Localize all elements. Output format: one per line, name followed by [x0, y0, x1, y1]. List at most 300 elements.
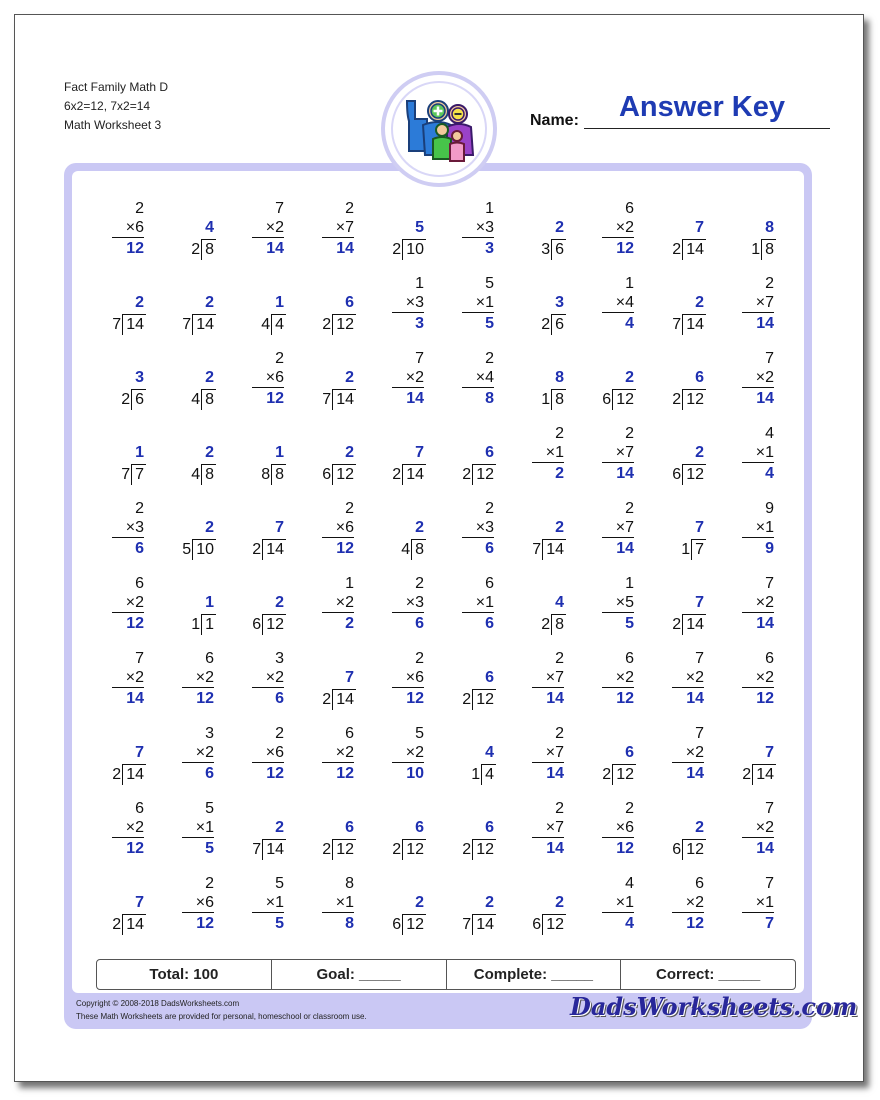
factor-bottom: ×2 [195, 744, 214, 761]
factor-bottom: ×2 [755, 669, 774, 686]
factor-bottom: ×1 [755, 894, 774, 911]
factor-bottom: ×7 [755, 294, 774, 311]
divisor: 7 [532, 541, 542, 558]
factor-top: 2 [555, 800, 564, 817]
quotient-answer: 2 [555, 219, 564, 236]
factor-top: 6 [135, 575, 144, 592]
factor-bottom: ×7 [615, 444, 634, 461]
factor-bottom: ×6 [615, 819, 634, 836]
problem-cell [80, 848, 150, 933]
product-answer: 14 [616, 540, 634, 557]
problem-cell [290, 398, 360, 483]
factor-top: 3 [275, 650, 284, 667]
problem-cell [150, 473, 220, 558]
factor-top: 7 [765, 350, 774, 367]
multiplication-problem [314, 874, 354, 934]
problem-grid [72, 171, 804, 951]
factor-top: 1 [625, 275, 634, 292]
factor-top: 1 [345, 575, 354, 592]
problem-cell [640, 623, 710, 707]
dividend: 12 [682, 464, 706, 485]
factor-bottom: ×1 [475, 594, 494, 611]
division-problem [434, 893, 500, 933]
problem-cell [500, 398, 570, 482]
factor-bottom: ×4 [475, 369, 494, 386]
dividend: 12 [402, 914, 426, 935]
dividend: 14 [262, 539, 286, 560]
problem-cell [290, 623, 360, 708]
problem-cell [570, 398, 640, 482]
factor-top: 2 [765, 275, 774, 292]
dividend: 7 [691, 539, 706, 560]
product-answer: 12 [126, 615, 144, 632]
quotient-answer: 2 [135, 294, 144, 311]
quotient-answer: 7 [345, 669, 354, 686]
quotient-answer: 2 [625, 369, 634, 386]
problem-cell [710, 548, 780, 632]
divisor: 2 [462, 841, 472, 858]
factor-bottom: ×2 [335, 594, 354, 611]
quotient-answer: 2 [415, 519, 424, 536]
factor-bottom: ×2 [615, 669, 634, 686]
factor-top: 7 [765, 575, 774, 592]
factor-bottom: ×2 [125, 594, 144, 611]
problem-cell [430, 473, 500, 557]
quotient-answer: 2 [275, 819, 284, 836]
factor-top: 1 [485, 200, 494, 217]
multiplication-problem [594, 874, 634, 934]
dividend: 12 [612, 389, 636, 410]
problem-cell [80, 173, 150, 257]
problem-cell [360, 323, 430, 407]
problem-cell [220, 398, 290, 483]
product-answer: 14 [756, 390, 774, 407]
factor-top: 2 [275, 725, 284, 742]
product-answer: 4 [765, 465, 774, 482]
factor-bottom: ×7 [615, 519, 634, 536]
divisor: 2 [322, 316, 332, 333]
problem-cell [570, 323, 640, 408]
quotient-answer: 2 [275, 594, 284, 611]
product-answer: 12 [126, 840, 144, 857]
logo-badge [381, 71, 497, 187]
problem-cell [290, 773, 360, 858]
quotient-answer: 1 [275, 444, 284, 461]
dividend: 14 [682, 314, 706, 335]
factor-top: 9 [765, 500, 774, 517]
problem-cell [80, 323, 150, 408]
problem-cell [290, 848, 360, 932]
divisor: 2 [392, 241, 402, 258]
divisor: 5 [182, 541, 192, 558]
multiplication-problem [734, 874, 774, 934]
problem-cell [570, 173, 640, 257]
factor-bottom: ×2 [125, 819, 144, 836]
dividend: 8 [201, 389, 216, 410]
product-answer: 6 [135, 540, 144, 557]
product-answer: 6 [485, 615, 494, 632]
problem-cell [150, 323, 220, 408]
quotient-answer: 3 [135, 369, 144, 386]
factor-bottom: ×1 [475, 294, 494, 311]
dividend: 8 [761, 239, 776, 260]
problem-cell [500, 698, 570, 782]
divisor: 7 [112, 316, 122, 333]
product-answer: 6 [205, 765, 214, 782]
worksheet-facts: 6x2=12, 7x2=14 [64, 99, 151, 113]
name-field [584, 128, 830, 129]
product-answer: 14 [686, 765, 704, 782]
quotient-answer: 2 [415, 894, 424, 911]
product-answer: 12 [616, 240, 634, 257]
factor-top: 2 [555, 650, 564, 667]
quotient-answer: 8 [555, 369, 564, 386]
problem-cell [80, 398, 150, 483]
problem-cell [80, 623, 150, 707]
copyright-block [76, 997, 367, 1023]
problem-cell [80, 698, 150, 783]
factor-top: 5 [205, 800, 214, 817]
divisor: 6 [672, 841, 682, 858]
problem-cell [220, 248, 290, 333]
problem-cell [570, 698, 640, 783]
divisor: 4 [191, 391, 201, 408]
quotient-answer: 7 [765, 744, 774, 761]
dividend: 14 [682, 614, 706, 635]
division-problem [84, 893, 150, 933]
problem-cell [640, 173, 710, 258]
factor-top: 5 [275, 875, 284, 892]
factor-top: 2 [205, 875, 214, 892]
dividend: 8 [551, 389, 566, 410]
quotient-answer: 2 [695, 819, 704, 836]
problem-cell [360, 173, 430, 258]
factor-bottom: ×7 [545, 819, 564, 836]
quotient-answer: 2 [485, 894, 494, 911]
division-problem [364, 893, 430, 933]
factor-bottom: ×5 [615, 594, 634, 611]
quotient-answer: 2 [555, 894, 564, 911]
factor-bottom: ×6 [265, 369, 284, 386]
quotient-answer: 7 [415, 444, 424, 461]
problem-cell [500, 173, 570, 258]
factor-top: 6 [345, 725, 354, 742]
quotient-answer: 2 [695, 294, 704, 311]
product-answer: 12 [336, 540, 354, 557]
problem-cell [570, 773, 640, 857]
divisor: 2 [112, 766, 122, 783]
problem-cell [710, 248, 780, 332]
dividend: 12 [612, 764, 636, 785]
quotient-answer: 7 [695, 594, 704, 611]
factor-bottom: ×2 [265, 669, 284, 686]
factor-top: 2 [485, 500, 494, 517]
dividend: 14 [402, 464, 426, 485]
factor-top: 6 [205, 650, 214, 667]
quotient-answer: 6 [415, 819, 424, 836]
problem-cell [360, 848, 430, 933]
product-answer: 12 [756, 690, 774, 707]
problem-cell [290, 473, 360, 557]
dividend: 12 [332, 464, 356, 485]
factor-bottom: ×2 [125, 669, 144, 686]
quotient-answer: 4 [555, 594, 564, 611]
dividend: 12 [472, 464, 496, 485]
factor-bottom: ×1 [615, 894, 634, 911]
problem-cell [640, 848, 710, 932]
product-answer: 14 [756, 615, 774, 632]
dividend: 12 [332, 839, 356, 860]
quotient-answer: 7 [695, 219, 704, 236]
divisor: 2 [252, 541, 262, 558]
dividend: 10 [192, 539, 216, 560]
factor-top: 6 [625, 200, 634, 217]
product-answer: 6 [415, 615, 424, 632]
problem-cell [80, 548, 150, 632]
score-correct: Correct: _____ [620, 960, 795, 989]
problem-cell [220, 323, 290, 407]
brand-logo: DadsWorksheets.com [570, 992, 858, 1021]
quotient-answer: 1 [205, 594, 214, 611]
factor-top: 6 [625, 650, 634, 667]
divisor: 2 [672, 616, 682, 633]
problem-cell [500, 848, 570, 933]
product-answer: 8 [345, 915, 354, 932]
product-answer: 12 [266, 765, 284, 782]
problem-cell [220, 848, 290, 932]
problem-cell [220, 698, 290, 782]
product-answer: 4 [625, 915, 634, 932]
problem-cell [640, 548, 710, 633]
multiplication-problem [174, 874, 214, 934]
divisor: 2 [541, 616, 551, 633]
divisor: 2 [392, 466, 402, 483]
problem-cell [570, 248, 640, 332]
product-answer: 14 [266, 240, 284, 257]
product-answer: 14 [336, 240, 354, 257]
factor-top: 2 [135, 200, 144, 217]
quotient-answer: 7 [695, 519, 704, 536]
factor-bottom: ×6 [405, 669, 424, 686]
dividend: 14 [192, 314, 216, 335]
quotient-answer: 8 [765, 219, 774, 236]
dividend: 14 [752, 764, 776, 785]
dividend: 14 [682, 239, 706, 260]
problems-frame [64, 163, 858, 1029]
factor-bottom: ×2 [755, 594, 774, 611]
divisor: 2 [462, 691, 472, 708]
factor-top: 8 [345, 875, 354, 892]
product-answer: 3 [415, 315, 424, 332]
dividend: 12 [472, 839, 496, 860]
product-answer: 14 [126, 690, 144, 707]
quotient-answer: 4 [205, 219, 214, 236]
product-answer: 14 [406, 390, 424, 407]
problem-cell [500, 323, 570, 408]
factor-bottom: ×6 [125, 219, 144, 236]
dividend: 14 [122, 314, 146, 335]
factor-bottom: ×6 [335, 519, 354, 536]
problem-cell [640, 473, 710, 558]
multiplication-problem [664, 874, 704, 934]
problem-cell [360, 473, 430, 558]
dividend: 12 [542, 914, 566, 935]
divisor: 1 [471, 766, 481, 783]
problem-cell [360, 623, 430, 707]
divisor: 2 [602, 766, 612, 783]
problem-cell [150, 398, 220, 483]
divisor: 7 [182, 316, 192, 333]
divisor: 1 [751, 241, 761, 258]
worksheet-header [64, 78, 168, 135]
problem-cell [430, 323, 500, 407]
problem-cell [150, 773, 220, 857]
problem-cell [500, 773, 570, 857]
divisor: 7 [322, 391, 332, 408]
quotient-answer: 1 [135, 444, 144, 461]
dividend: 4 [481, 764, 496, 785]
factor-bottom: ×2 [405, 369, 424, 386]
factor-bottom: ×7 [335, 219, 354, 236]
problem-cell [80, 473, 150, 557]
copyright-text: Copyright © 2008-2018 DadsWorksheets.com [76, 999, 240, 1008]
problem-cell [710, 173, 780, 258]
problem-cell [430, 398, 500, 483]
product-answer: 4 [625, 315, 634, 332]
problems-panel [72, 171, 804, 993]
divisor: 7 [121, 466, 131, 483]
product-answer: 2 [555, 465, 564, 482]
dividend: 1 [201, 614, 216, 635]
factor-top: 2 [345, 500, 354, 517]
divisor: 4 [401, 541, 411, 558]
divisor: 2 [392, 841, 402, 858]
problem-cell [640, 248, 710, 333]
score-bar [96, 959, 796, 990]
product-answer: 10 [406, 765, 424, 782]
product-answer: 8 [485, 390, 494, 407]
dividend: 14 [542, 539, 566, 560]
divisor: 1 [191, 616, 201, 633]
product-answer: 14 [756, 315, 774, 332]
factor-top: 1 [415, 275, 424, 292]
divisor: 2 [322, 691, 332, 708]
problem-cell [710, 773, 780, 857]
problem-cell [640, 398, 710, 483]
product-answer: 14 [546, 765, 564, 782]
problem-cell [570, 623, 640, 707]
factor-bottom: ×2 [335, 744, 354, 761]
problem-cell [220, 473, 290, 558]
dividend: 10 [402, 239, 426, 260]
dividend: 7 [131, 464, 146, 485]
dividend: 8 [411, 539, 426, 560]
name-label: Name: [530, 112, 579, 129]
problem-cell [430, 848, 500, 933]
quotient-answer: 6 [485, 669, 494, 686]
factor-bottom: ×1 [755, 444, 774, 461]
product-answer: 14 [616, 465, 634, 482]
problem-cell [290, 173, 360, 257]
problem-cell [640, 323, 710, 408]
product-answer: 12 [126, 240, 144, 257]
factor-top: 7 [135, 650, 144, 667]
divisor: 6 [672, 466, 682, 483]
factor-top: 6 [695, 875, 704, 892]
product-answer: 5 [485, 315, 494, 332]
factor-top: 4 [625, 875, 634, 892]
factor-top: 7 [275, 200, 284, 217]
factor-bottom: ×1 [265, 894, 284, 911]
problem-cell [360, 248, 430, 332]
factor-bottom: ×2 [265, 219, 284, 236]
factor-top: 3 [205, 725, 214, 742]
problem-cell [150, 623, 220, 707]
quotient-answer: 6 [485, 819, 494, 836]
quotient-answer: 2 [345, 444, 354, 461]
divisor: 6 [532, 916, 542, 933]
product-answer: 12 [686, 915, 704, 932]
factor-bottom: ×2 [685, 894, 704, 911]
problem-cell [290, 323, 360, 408]
problem-cell [710, 323, 780, 407]
product-answer: 5 [275, 915, 284, 932]
divisor: 2 [672, 241, 682, 258]
worksheet-title: Fact Family Math D [64, 80, 169, 94]
divisor: 4 [191, 466, 201, 483]
problem-cell [640, 698, 710, 782]
problem-cell [220, 548, 290, 633]
dividend: 12 [402, 839, 426, 860]
dividend: 6 [551, 239, 566, 260]
problem-cell [290, 248, 360, 333]
score-total: Total: 100 [149, 966, 219, 983]
quotient-answer: 2 [205, 294, 214, 311]
score-goal: Goal: _____ [271, 960, 446, 989]
dividend: 14 [332, 689, 356, 710]
problem-cell [500, 548, 570, 633]
factor-bottom: ×7 [545, 744, 564, 761]
factor-bottom: ×2 [755, 819, 774, 836]
product-answer: 14 [546, 840, 564, 857]
divisor: 2 [672, 391, 682, 408]
divisor: 1 [541, 391, 551, 408]
factor-top: 7 [415, 350, 424, 367]
product-answer: 3 [485, 240, 494, 257]
division-problem [504, 893, 570, 933]
quotient-answer: 2 [345, 369, 354, 386]
divisor: 6 [392, 916, 402, 933]
divisor: 2 [541, 316, 551, 333]
dividend: 4 [271, 314, 286, 335]
problem-cell [150, 698, 220, 782]
factor-bottom: ×3 [405, 294, 424, 311]
quotient-answer: 7 [275, 519, 284, 536]
divisor: 2 [112, 916, 122, 933]
product-answer: 12 [616, 690, 634, 707]
factor-bottom: ×2 [195, 669, 214, 686]
factor-top: 4 [765, 425, 774, 442]
factor-bottom: ×3 [405, 594, 424, 611]
product-answer: 14 [546, 690, 564, 707]
quotient-answer: 6 [345, 819, 354, 836]
factor-top: 6 [765, 650, 774, 667]
factor-top: 2 [555, 425, 564, 442]
usage-notice: These Math Worksheets are provided for personal, homeschool or classroom use. [76, 1012, 367, 1021]
dividend: 8 [271, 464, 286, 485]
quotient-answer: 3 [555, 294, 564, 311]
quotient-answer: 6 [485, 444, 494, 461]
